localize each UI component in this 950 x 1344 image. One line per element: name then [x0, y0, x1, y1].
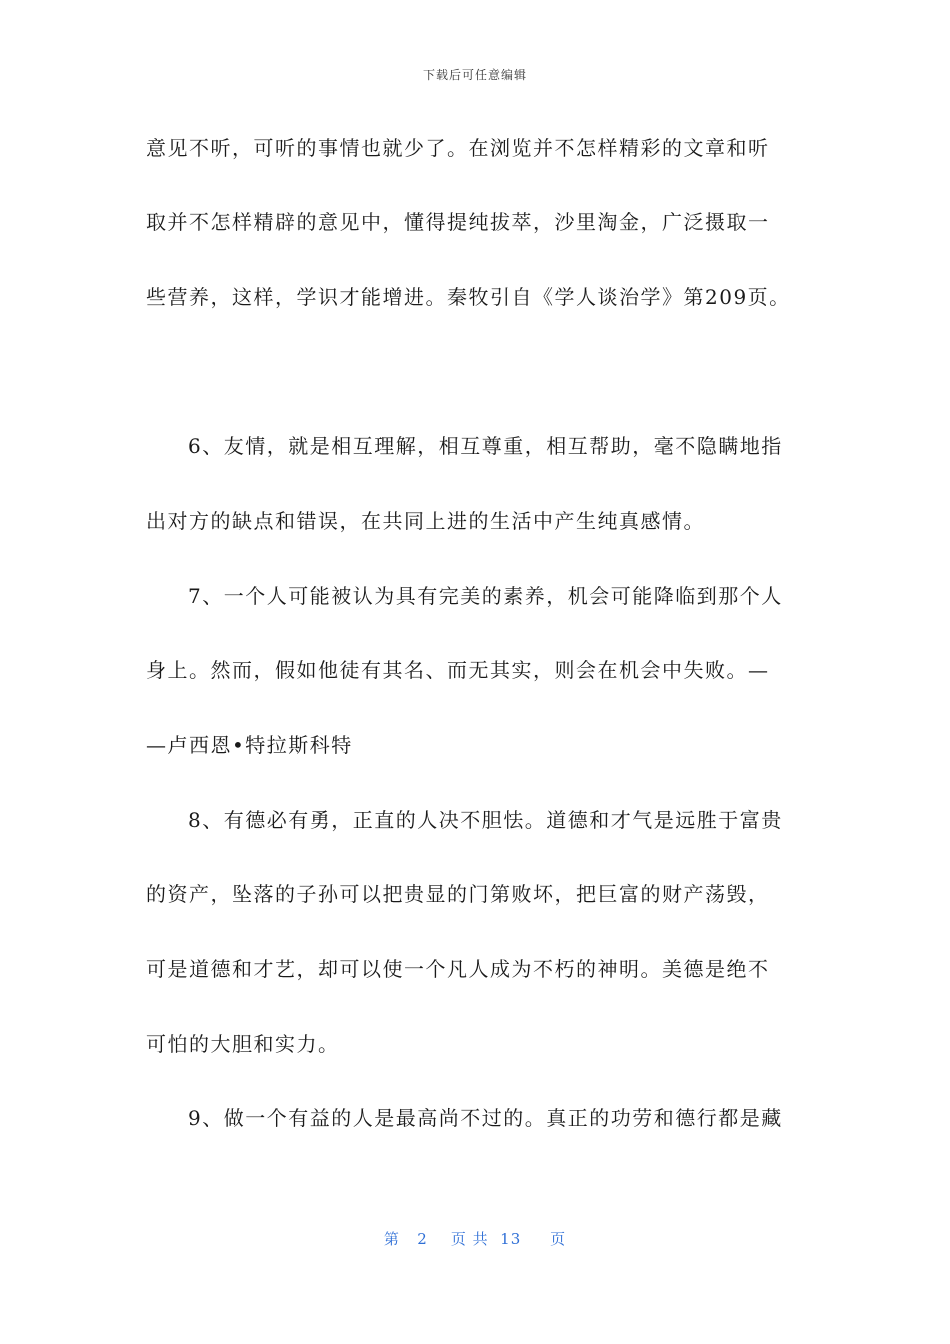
- paragraph-line: 身上。然而，假如他徒有其名、而无其实，则会在机会中失败。—: [146, 658, 770, 682]
- paragraph-line: 些营养，这样，学识才能增进。秦牧引自《学人谈治学》第209页。: [146, 285, 791, 309]
- paragraph-line: 8、有德必有勇，正直的人决不胆怯。道德和才气是远胜于富贵: [188, 808, 783, 832]
- page-header: 下载后可任意编辑: [422, 68, 527, 82]
- page-label: 第: [383, 1230, 400, 1248]
- total-pages-number: 13: [500, 1230, 522, 1248]
- paragraph-line: 的资产，坠落的子孙可以把贵显的门第败坏，把巨富的财产荡毁，: [146, 882, 770, 906]
- paragraph-line: 可是道德和才艺，却可以使一个凡人成为不朽的神明。美德是绝不: [146, 957, 770, 981]
- paragraph-line: 意见不听，可听的事情也就少了。在浏览并不怎样精彩的文章和听: [146, 136, 770, 160]
- page-suffix: 页: [550, 1230, 567, 1248]
- paragraph-line: —卢西恩•特拉斯科特: [146, 733, 353, 757]
- paragraph-line: 6、友情，就是相互理解，相互尊重，相互帮助，毫不隐瞒地指: [188, 434, 783, 458]
- current-page-number: 2: [417, 1230, 428, 1248]
- of-label: 页 共: [450, 1230, 489, 1248]
- paragraph-line: 可怕的大胆和实力。: [146, 1032, 340, 1056]
- paragraph-line: 出对方的缺点和错误，在共同上进的生活中产生纯真感情。: [146, 509, 705, 533]
- paragraph-line: 7、一个人可能被认为具有完美的素养，机会可能降临到那个人: [188, 584, 783, 608]
- page-footer: [0, 1228, 950, 1249]
- paragraph-line: 取并不怎样精辟的意见中，懂得提纯拔萃，沙里淘金，广泛摄取一: [146, 210, 770, 234]
- paragraph-line: 9、做一个有益的人是最高尚不过的。真正的功劳和德行都是藏: [188, 1106, 783, 1130]
